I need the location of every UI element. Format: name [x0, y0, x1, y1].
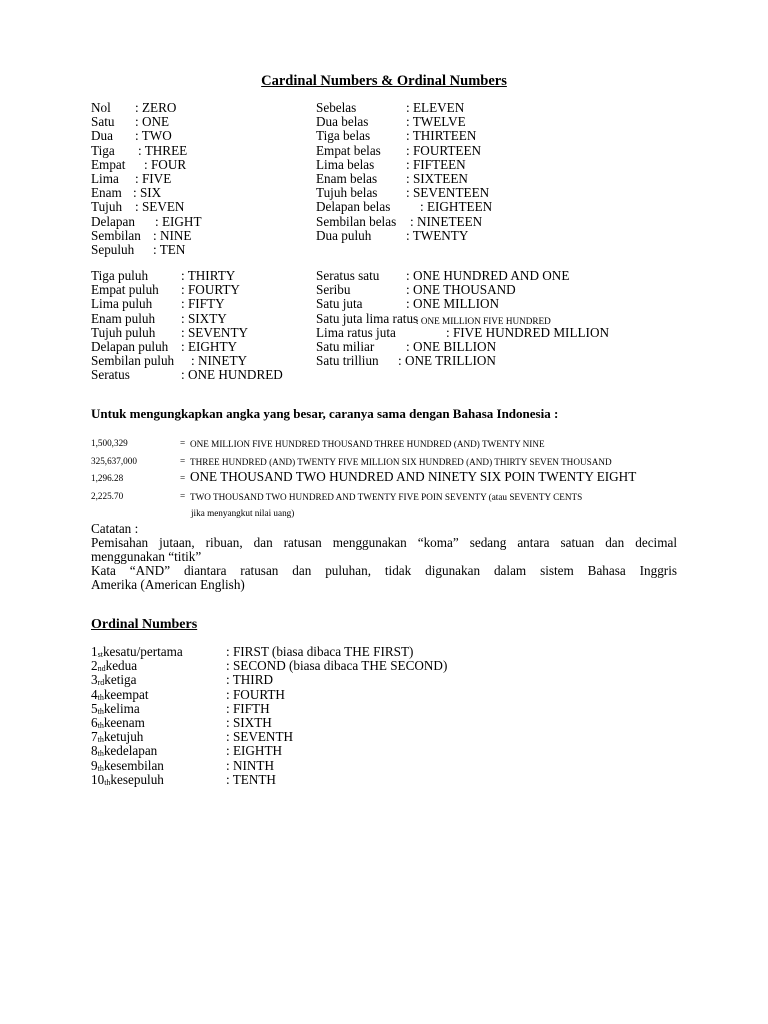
cardinal-word: Delapan puluh [91, 339, 169, 354]
cardinal-word: Tujuh [91, 199, 123, 215]
cardinal-word: Enam puluh [91, 310, 156, 326]
cardinal-english: : ONE MILLION FIVE HUNDRED [416, 315, 551, 326]
ordinal-word: kedua [105, 658, 138, 674]
cardinal-word: Dua [91, 128, 113, 144]
page-title: Cardinal Numbers & Ordinal Numbers [261, 73, 507, 89]
cardinal-word: Satu miliar [316, 339, 375, 354]
cardinal-english: : TWELVE [406, 114, 466, 130]
cardinal-english: : ONE HUNDRED [181, 367, 283, 383]
ordinal-number: 1 [91, 644, 98, 659]
ordinal-suffix: th [97, 763, 104, 773]
cardinal-english: : ONE MILLION [406, 296, 500, 312]
example-words: ONE THOUSAND TWO HUNDRED AND NINETY SIX POIN TWENTY EIGHT [190, 469, 637, 484]
ordinal-english: : SECOND (biasa dibaca THE SECOND) [226, 658, 448, 674]
note-1-line-2: menggunakan “titik” [91, 549, 202, 564]
cardinal-word: Sembilan [91, 227, 141, 243]
ordinal-english: : THIRD [226, 672, 274, 688]
cardinal-word: Lima belas [316, 156, 375, 172]
cardinal-english: : ONE BILLION [406, 339, 497, 354]
ordinal-english: : SIXTH [226, 715, 272, 730]
ordinal-number: 3 [91, 672, 98, 688]
cardinal-english: : THIRTEEN [406, 128, 477, 144]
ordinal-english: : TENTH [226, 771, 276, 787]
cardinal-english: : THREE [138, 142, 188, 158]
cardinal-word: Empat [91, 156, 126, 172]
note-2-line-1: Kata “AND” diantara ratusan dan puluhan, tidak digunakan dalam sistem Bahasa Inggris [91, 563, 677, 578]
cardinal-english: : TEN [153, 242, 186, 257]
ordinal-suffix: th [97, 706, 104, 716]
ordinal-suffix: th [97, 721, 104, 730]
cardinal-word: Lima [91, 171, 119, 186]
note-2-line-2: Amerika (American English) [91, 577, 245, 592]
example-number: 1,500,329 [91, 438, 128, 448]
equals-sign: = [180, 438, 186, 448]
ordinal-item [91, 773, 164, 790]
ordinal-english: : FIRST (biasa dibaca THE FIRST) [226, 644, 414, 659]
ordinal-number: 10 [91, 771, 105, 787]
cardinal-english: : ONE [135, 114, 170, 130]
ordinal-english: : SEVENTH [226, 729, 294, 745]
cardinal-english: : NINETY [191, 353, 248, 369]
ordinal-english: : FIFTH [226, 700, 270, 716]
cardinal-english: : TWENTY [406, 227, 469, 243]
ordinal-word: kedelapan [103, 743, 158, 759]
cardinal-english: : FOURTY [181, 282, 240, 298]
cardinal-word: Satu [91, 114, 115, 130]
ordinal-suffix: nd [97, 664, 106, 674]
cardinal-word: Satu juta [316, 296, 363, 312]
cardinal-english: : ELEVEN [406, 100, 465, 115]
cardinal-word: Sepuluh [91, 242, 135, 257]
cardinal-word: Tujuh belas [316, 185, 378, 201]
ordinal-number: 4 [91, 686, 98, 702]
cardinal-word: Tiga [91, 142, 115, 158]
equals-sign: = [180, 491, 186, 501]
cardinal-word: Enam [91, 185, 122, 201]
ordinal-suffix: th [97, 735, 104, 745]
cardinal-english: : EIGHT [155, 213, 202, 229]
cardinal-english: : NINE [153, 227, 192, 243]
cardinal-word: Seratus satu [316, 268, 380, 283]
example-words: TWO THOUSAND TWO HUNDRED AND TWENTY FIVE POIN SEVENTY (atau SEVENTY CENTS [190, 492, 583, 502]
example-number: 2,225.70 [91, 491, 124, 501]
ordinal-suffix: st [97, 650, 103, 659]
ordinal-word: keenam [103, 715, 145, 730]
notes-label: Catatan : [91, 521, 139, 536]
cardinal-word: Dua puluh [316, 227, 372, 243]
example-number: 1,296.28 [91, 473, 124, 483]
cardinal-english: : SIXTY [181, 310, 227, 326]
cardinal-word: Satu trilliun [316, 353, 379, 369]
cardinal-english: : NINETEEN [410, 213, 483, 229]
cardinal-word: Dua belas [316, 114, 369, 130]
cardinal-word: Seribu [316, 282, 351, 298]
example-words: THREE HUNDRED (AND) TWENTY FIVE MILLION SIX HUNDRED (AND) THIRTY SEVEN THOUSAND [190, 457, 612, 467]
cardinal-english: : FIFTY [181, 296, 225, 312]
ordinal-number: 2 [91, 658, 98, 674]
note-1 [91, 536, 677, 564]
cardinal-english: : EIGHTEEN [420, 199, 493, 215]
note-2 [91, 564, 677, 592]
cardinal-english: : SIXTEEN [406, 171, 468, 186]
example-words: ONE MILLION FIVE HUNDRED THOUSAND THREE HUNDRED (AND) TWENTY NINE [190, 439, 545, 449]
ordinal-word: ketiga [104, 672, 137, 688]
cardinal-english: : TWO [135, 128, 172, 144]
ordinal-word: ketujuh [103, 729, 144, 745]
ordinal-heading: Ordinal Numbers [91, 617, 198, 632]
cardinal-english: : FIVE [135, 171, 172, 186]
cardinal-word: Lima puluh [91, 296, 153, 312]
cardinal-english: : ZERO [135, 100, 177, 115]
ordinal-word: kesembilan [103, 757, 164, 773]
cardinal-word: Sebelas [316, 100, 357, 115]
cardinal-english: : ONE HUNDRED AND ONE [406, 268, 570, 283]
cardinal-english: : SEVENTY [181, 324, 249, 340]
ordinal-number: 5 [91, 700, 98, 716]
big-numbers-heading: Untuk mengungkapkan angka yang besar, caranya sama dengan Bahasa Indonesia : [91, 406, 559, 421]
cardinal-english: : SIX [133, 185, 162, 201]
cardinal-english: : FIFTEEN [406, 156, 466, 172]
ordinal-number: 7 [91, 729, 98, 745]
cardinal-word: Tiga puluh [91, 268, 149, 283]
note-1-line-1: Pemisahan jutaan, ribuan, dan ratusan menggunakan “koma” sedang antara satuan dan decimal [91, 535, 677, 550]
ordinal-number: 6 [91, 715, 98, 730]
example-note: jika menyangkut nilai uang) [191, 508, 295, 518]
cardinal-word: Nol [91, 100, 111, 115]
ordinal-suffix: th [97, 749, 104, 759]
ordinal-number: 8 [91, 743, 98, 759]
cardinal-word: Tiga belas [316, 128, 371, 144]
ordinal-suffix: th [104, 777, 111, 787]
ordinal-suffix: th [97, 692, 104, 702]
cardinal-word: Sembilan belas [316, 213, 397, 229]
cardinal-english: : ONE TRILLION [398, 353, 496, 369]
ordinal-word: keempat [103, 686, 149, 702]
cardinal-english: : SEVENTEEN [406, 185, 490, 201]
ordinal-english: : EIGHTH [226, 743, 283, 759]
cardinal-english: : FIVE HUNDRED MILLION [446, 324, 609, 340]
cardinal-english: : ONE THOUSAND [406, 282, 516, 298]
cardinal-word: Empat belas [316, 142, 381, 158]
equals-sign: = [180, 456, 186, 466]
cardinal-word: Lima ratus juta [316, 324, 396, 340]
cardinal-english: : FOURTEEN [406, 142, 482, 158]
ordinal-word: kesepuluh [110, 771, 164, 787]
ordinal-english: : NINTH [226, 757, 274, 773]
equals-sign: = [180, 473, 186, 483]
cardinal-english: : EIGHTY [181, 339, 238, 354]
ordinal-word: kesatu/pertama [102, 644, 183, 659]
ordinal-suffix: rd [97, 678, 105, 688]
ordinal-word: kelima [103, 700, 140, 716]
cardinal-word: Enam belas [316, 171, 378, 186]
ordinal-number: 9 [91, 757, 98, 773]
cardinal-word: Delapan belas [316, 199, 391, 215]
cardinal-word: Satu juta lima ratus [316, 310, 419, 326]
ordinal-english: : FOURTH [226, 686, 285, 702]
cardinal-word: Seratus [91, 367, 130, 383]
example-number: 325,637,000 [91, 456, 137, 466]
cardinal-word: Delapan [91, 213, 135, 229]
cardinal-word: Tujuh puluh [91, 324, 156, 340]
cardinal-word: Empat puluh [91, 282, 159, 298]
cardinal-english: : SEVEN [135, 199, 185, 215]
cardinal-english: : THIRTY [181, 268, 236, 283]
cardinal-english: : FOUR [144, 156, 187, 172]
cardinal-word: Sembilan puluh [91, 353, 175, 369]
